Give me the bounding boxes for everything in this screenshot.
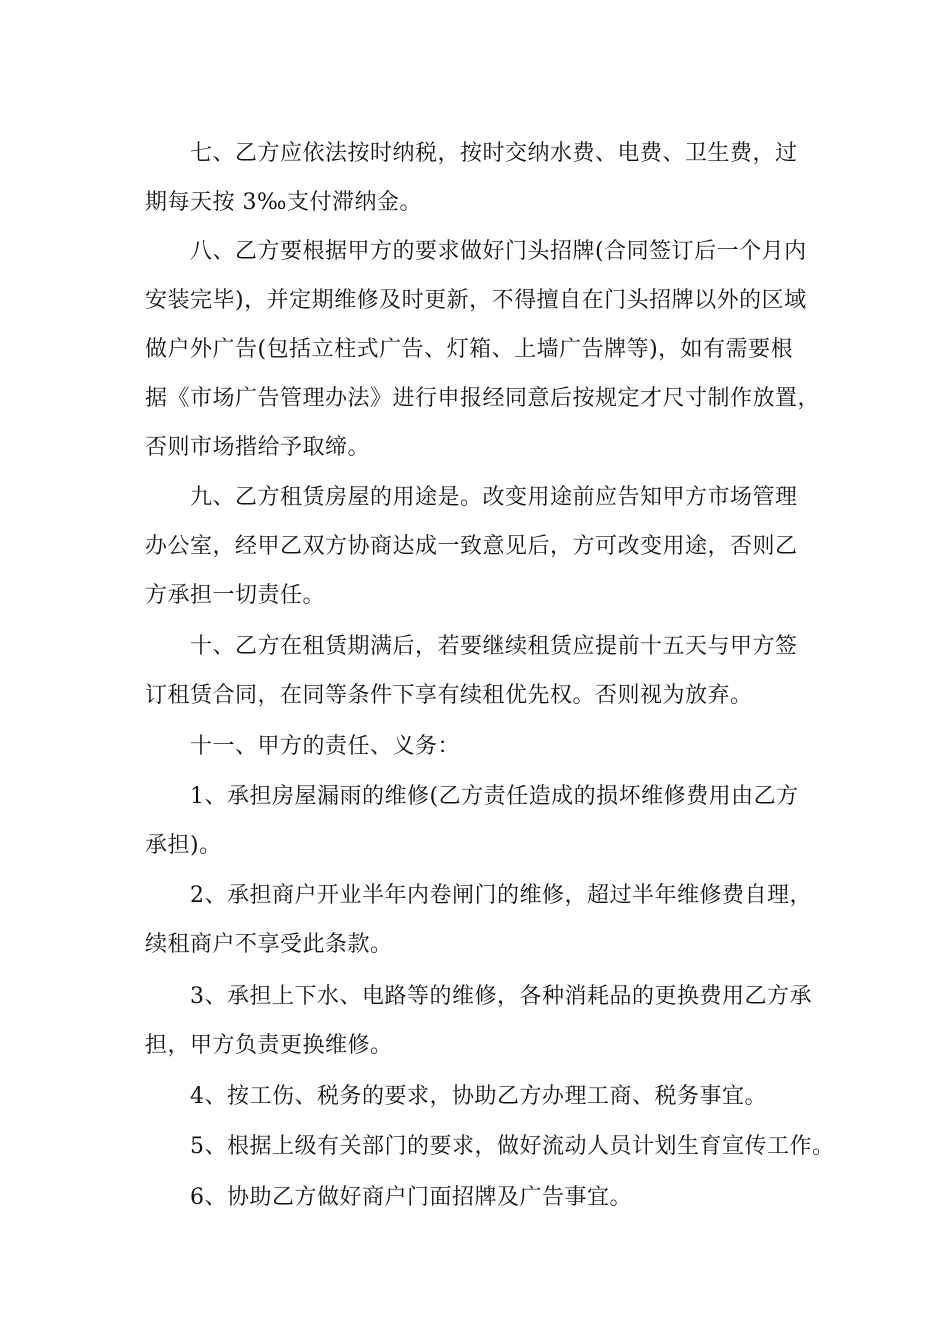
clause-7-line-2: 期每天按 3‰支付滞纳金。 — [145, 190, 423, 215]
clause-9-line-2: 办公室，经甲乙双方协商达成一致意见后，方可改变用途，否则乙 — [145, 534, 798, 559]
clause-11-heading: 十一、甲方的责任、义务： — [190, 734, 461, 759]
duty-6-line: 6、协助乙方做好商户门面招牌及广告事宜。 — [190, 1185, 632, 1210]
duty-3-line-1: 3、承担上下水、电路等的维修，各种消耗品的更换费用乙方承 — [190, 984, 812, 1009]
duty-2-line-1: 2、承担商户开业半年内卷闸门的维修，超过半年维修费自理， — [190, 883, 812, 908]
clause-8-line-3: 做户外广告(包括立柱式广告、灯箱、上墙广告牌等)，如有需要根 — [145, 337, 794, 362]
clause-9-line-1: 九、乙方租赁房屋的用途是。改变用途前应告知甲方市场管理 — [190, 485, 798, 510]
clause-8-line-1: 八、乙方要根据甲方的要求做好门头招牌(合同签订后一个月内 — [190, 239, 807, 264]
clause-10-line-2: 订租赁合同，在同等条件下享有续租优先权。否则视为放弃。 — [145, 683, 753, 708]
duty-2-line-2: 续租商户不享受此条款。 — [145, 932, 393, 957]
duty-5-line: 5、根据上级有关部门的要求，做好流动人员计划生育宣传工作。 — [190, 1134, 835, 1159]
clause-10-line-1: 十、乙方在租赁期满后，若要继续租赁应提前十五天与甲方签 — [190, 634, 798, 659]
clause-8-line-2: 安装完毕)，并定期维修及时更新，不得擅自在门头招牌以外的区域 — [145, 288, 807, 313]
duty-1-line-1: 1、承担房屋漏雨的维修(乙方责任造成的损坏维修费用由乙方 — [190, 784, 799, 809]
duty-4-line: 4、按工伤、税务的要求，协助乙方办理工商、税务事宜。 — [190, 1084, 767, 1109]
duty-3-line-2: 担，甲方负责更换维修。 — [145, 1033, 393, 1058]
clause-7-line-1: 七、乙方应依法按时纳税，按时交纳水费、电费、卫生费，过 — [190, 141, 798, 166]
clause-9-line-3: 方承担一切责任。 — [145, 583, 326, 608]
clause-8-line-5: 否则市场揩给予取缔。 — [145, 435, 371, 460]
duty-1-line-2: 承担)。 — [145, 833, 222, 858]
clause-8-line-4: 据《市场广告管理办法》进行申报经同意后按规定才尺寸制作放置， — [145, 386, 821, 411]
